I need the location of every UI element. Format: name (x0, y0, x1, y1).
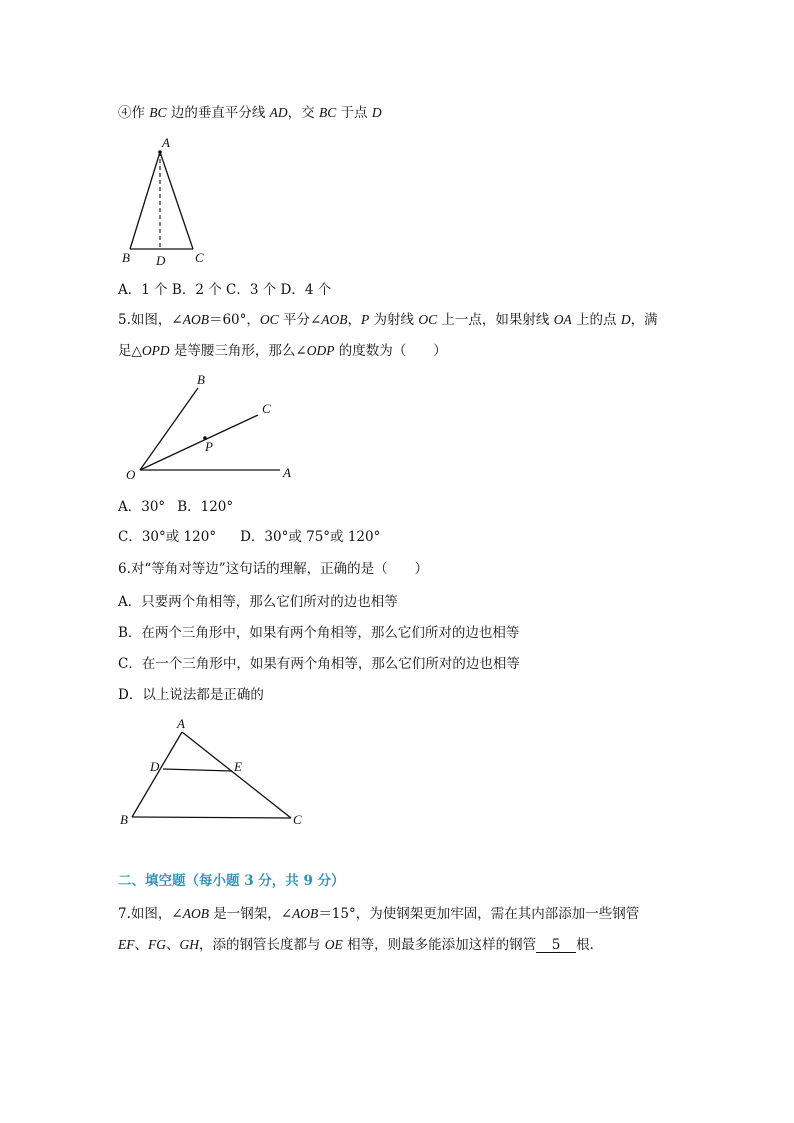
q6-label-d: D (150, 759, 160, 774)
q6-stem: 6.对“等角对等边”这句话的理解，正确的是（ ） (118, 561, 429, 577)
q5-label-a: A (283, 465, 291, 480)
q5-label-o: O (126, 467, 136, 482)
q6-label-b: B (120, 812, 128, 827)
q5-options-cd: C．30°或 120° D．30°或 75°或 120° (118, 529, 381, 545)
q5-stem-line2: 足△OPD 是等腰三角形，那么∠ODP 的度数为（ ） (118, 343, 447, 359)
q6-label-c: C (293, 812, 302, 827)
q7-stem-line2: EF、FG、GH，添的钢管长度都与 OE 相等，则最多能添加这样的钢管 5 根． (118, 937, 604, 953)
q4-options: A．1 个 B．2 个 C．3 个 D．4 个 (118, 282, 332, 298)
q6-label-e: E (234, 759, 242, 774)
q5-options-ab: A．30° B．120° (118, 499, 234, 515)
q4-item4-text: ④作 BC 边的垂直平分线 AD，交 BC 于点 D (118, 105, 382, 121)
q4-label-b: B (122, 250, 130, 265)
q6-segment-de (163, 769, 232, 771)
q6-option-a: A．只要两个角相等，那么它们所对的边也相等 (118, 594, 398, 610)
q4-label-c: C (195, 250, 204, 265)
q7-stem-line1: 7.如图，∠AOB 是一钢架，∠AOB＝15°，为使钢架更加牢固，需在其内部添加一些钢管 (118, 906, 640, 922)
section-fill-in-title: 二、填空题（每小题 3 分，共 9 分） (118, 873, 345, 889)
q6-option-c: C．在一个三角形中，如果有两个角相等，那么它们所对的边也相等 (118, 656, 520, 672)
q5-label-b: B (197, 372, 205, 387)
q6-side-ab (132, 732, 182, 817)
q5-label-c: C (262, 401, 271, 416)
q5-stem-line1: 5.如图，∠AOB＝60°，OC 平分∠AOB，P 为射线 OC 上一点，如果射线 OA 上的点 D，满 (118, 312, 658, 328)
q4-label-a: A (162, 135, 170, 150)
q7-answer-blank: 5 (536, 938, 576, 953)
q5-label-p: P (205, 439, 213, 454)
q6-side-bc (132, 817, 291, 818)
q6-option-d: D．以上说法都是正确的 (118, 687, 264, 703)
q6-label-a: A (177, 716, 185, 731)
q4-label-d: D (156, 253, 166, 268)
q6-side-ac (182, 732, 291, 818)
q6-option-b: B．在两个三角形中，如果有两个角相等，那么它们所对的边也相等 (118, 625, 520, 641)
